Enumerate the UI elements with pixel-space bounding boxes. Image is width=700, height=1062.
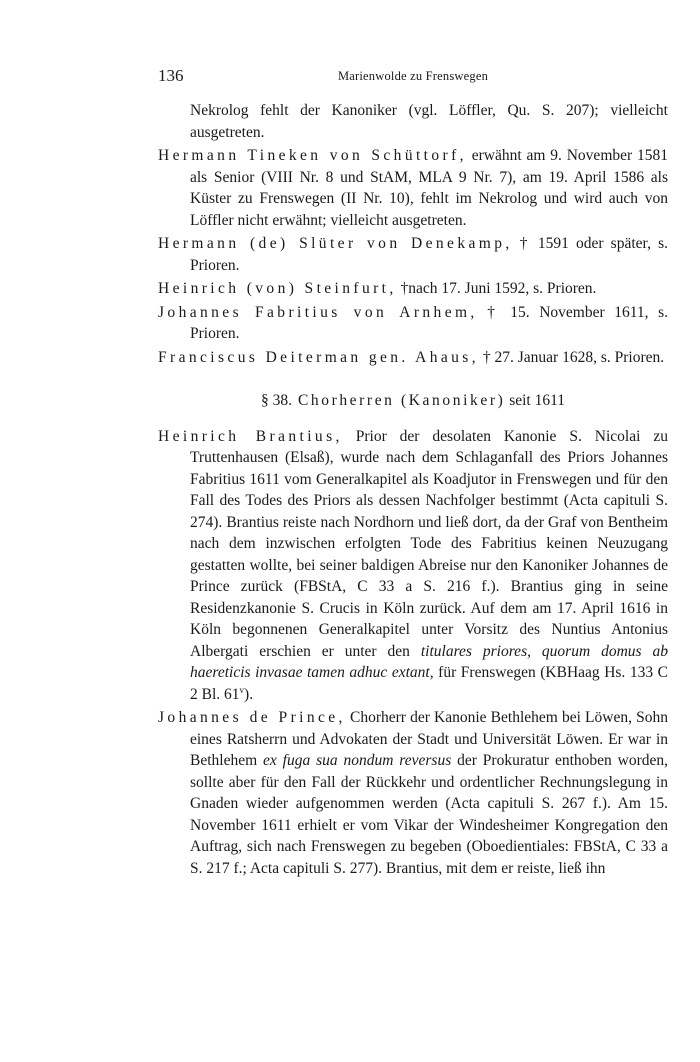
entry-name: Hermann (de) Slüter von Denekamp, xyxy=(158,235,513,252)
continuation-paragraph: Nekrolog fehlt der Kanoniker (vgl. Löffler, Qu. S. 207); vielleicht ausgetreten. xyxy=(190,102,668,141)
entry-brantius xyxy=(158,426,668,706)
entry-text: Chorherr der Kanonie Bethlehem bei Löwen, Sohn eines Ratsherrn und Advokaten der Stadt und Universität Löwen. Er war in Bethlehem xyxy=(190,709,668,769)
entry-italic-quote: titulares priores, quorum domus ab haereticis invasae tamen adhuc extant, xyxy=(190,642,668,681)
entry-text: †nach 17. Juni 1592, s. Prioren. xyxy=(396,280,597,297)
entry-text: † 1591 oder später, s. Prioren. xyxy=(190,235,668,274)
entry-text: für Frenswegen (KBHaag Hs. 133 C 2 Bl. 61 xyxy=(190,664,668,703)
section-title: Chorherren (Kanoniker) xyxy=(297,392,506,409)
entry-text: erwähnt am 9. November 1581 als Senior (VIII Nr. 8 und StAM, MLA 9 Nr. 7), am 19. April 1586 als Küster zu Frenswegen (II Nr. 10), fehlt im Nekrolog und wird auch von Löffler nicht erwähnt; vielleicht ausgetreten. xyxy=(190,147,668,229)
entry-tineken xyxy=(158,145,668,231)
page-body xyxy=(158,100,668,879)
entry-name: Franciscus Deiterman gen. Ahaus, xyxy=(158,348,480,366)
entry-fabritius xyxy=(158,302,668,345)
entry-text: der Prokuratur enthoben worden, sollte aber für den Fall der Rückkehr und ordentlicher Rechnungslegung in Gnaden wieder aufgenommen werden (Acta capituli S. 267 f.). Am 15. November 1611 erhielt er vom Vikar der Windesheimer Kongregation den Auftrag, sich nach Frenswegen zu begeben (Oboedientiales: FBStA, C 33 a S. 217 f.; Acta capituli S. 277). Brantius, mit dem er reiste, ließ ihn xyxy=(190,752,669,877)
entry-de-prince xyxy=(158,707,668,879)
entry-deiterman xyxy=(158,347,668,369)
entry-text: Prior der desolaten Kanonie S. Nicolai zu Truttenhausen (Elsaß), wurde nach dem Schlaganfall des Priors Johannes Fabritius 1611 vom Generalkapitel als Koadjutor in Frenswegen und für den Fall des Todes des Priors als dessen Nachfolger bestimmt (Acta capituli S. 274). Brantius reiste nach Nordhorn und ließ dort, da der Graf von Bentheim nach dem inzwischen erfolgten Tode des Fabritius keinen Neuzugang gestatten wollte, bei seiner baldigen Abreise nur den Kanoniker Johannes de Prince zurück (FBStA, C 33 a S. 216 f.). Brantius ging in seine Residenzkanonie S. Crucis in Köln zurück. Auf dem am 17. April 1616 in Köln begonnenen Generalkapitel unter Vorsitz des Nuntius Antonius Albergati erschien er unter den xyxy=(190,427,668,660)
entry-text: ). xyxy=(244,685,254,703)
entry-slueter xyxy=(158,233,668,276)
entry-text: † 27. Januar 1628, s. Prioren. xyxy=(479,348,665,366)
entry-name: Johannes Fabritius von Arnhem, xyxy=(158,303,478,321)
entry-text: † 15. November 1611, s. Prioren. xyxy=(190,303,668,342)
section-suffix: seit 1611 xyxy=(509,392,566,409)
entry-name: Hermann Tineken von Schüttorf, xyxy=(158,147,467,164)
running-head: Marienwolde zu Frenswegen xyxy=(337,69,489,83)
entry-steinfurt xyxy=(158,278,668,300)
entry-italic-quote: ex fuga sua nondum reversus xyxy=(263,752,452,769)
section-heading xyxy=(158,390,668,412)
entry-superscript: v xyxy=(239,684,245,695)
entry-name: Heinrich (von) Steinfurt, xyxy=(158,280,397,297)
section-symbol: § 38. xyxy=(260,392,292,409)
entry-name: Johannes de Prince, xyxy=(158,709,346,726)
page-number: 136 xyxy=(158,66,184,85)
entry-name: Heinrich Brantius, xyxy=(158,427,343,445)
page-header xyxy=(158,66,668,86)
